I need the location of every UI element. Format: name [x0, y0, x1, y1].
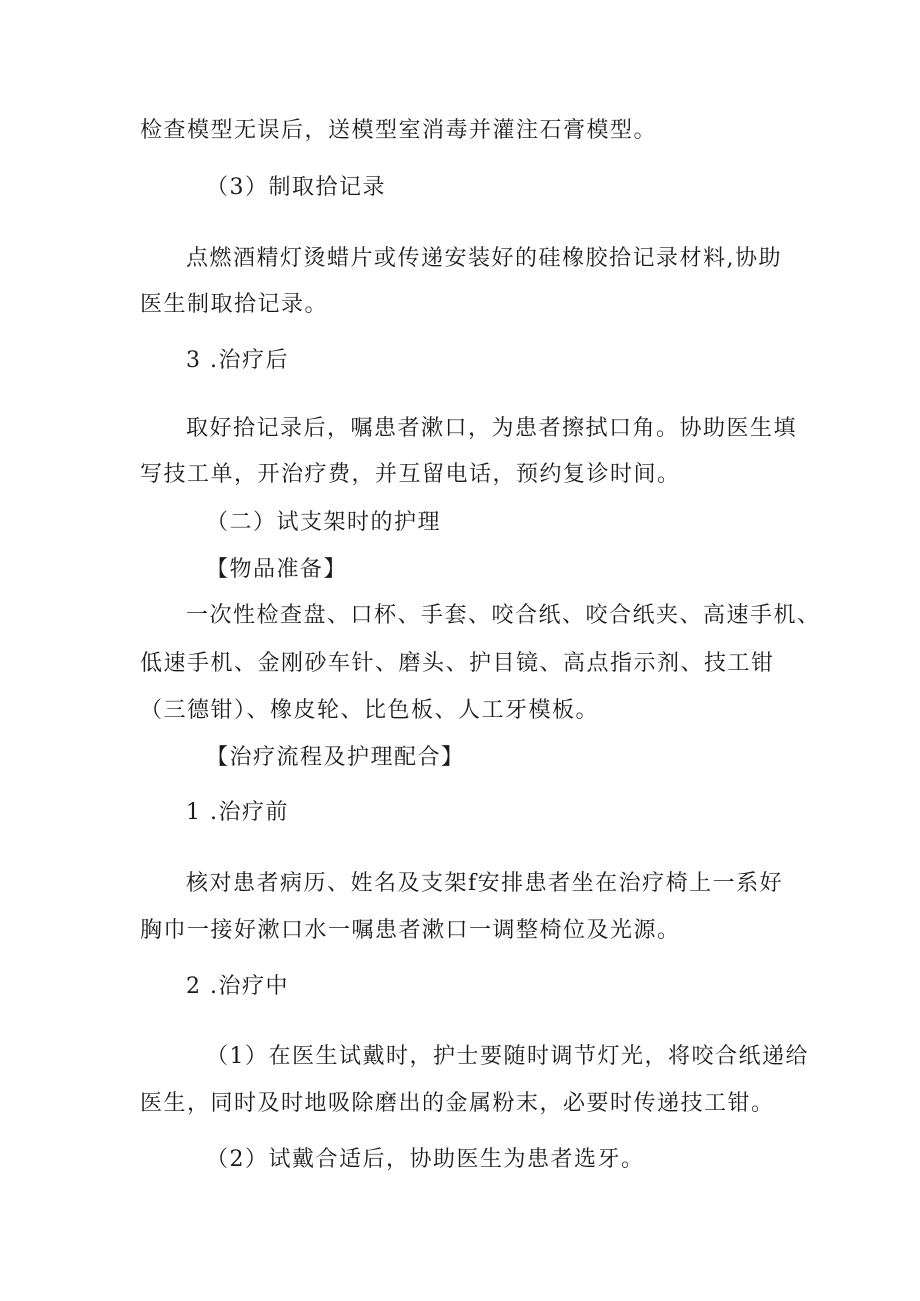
text-line-after-record: 取好拾记录后，嘱患者漱口，为患者擦拭口角。协助医生填 — [186, 416, 798, 441]
text-line-alcohol-lamp: 点燃酒精灯烫蜡片或传递安装好的硅橡胶拾记录材料,协助 — [186, 246, 782, 271]
text-line-trial-fit: （1）在医生试戴时，护士要随时调节灯光，将咬合纸递给 — [206, 1044, 809, 1069]
text-line-items-3: （三德钳）、橡皮轮、比色板、人工牙模板。 — [140, 698, 600, 723]
heading-treatment-process: 【治疗流程及护理配合】 — [206, 745, 465, 770]
heading-item-preparation: 【物品准备】 — [206, 557, 348, 582]
text-line-assist-doctor: 医生制取拾记录。 — [140, 292, 329, 317]
subheading-bite-record: （3）制取拾记录 — [206, 175, 386, 200]
text-line-items-1: 一次性检查盘、口杯、手套、咬合纸、咬合纸夹、高速手机、 — [186, 603, 821, 628]
text-line-items-2: 低速手机、金刚砂车针、磨头、护目镜、高点指示剂、技工钳 — [140, 651, 775, 676]
text-line-bib-rinse: 胸巾一接好漱口水一嘱患者漱口一调整椅位及光源。 — [140, 918, 681, 943]
text-line-tech-sheet: 写技工单，开治疗费，并互留电话，预约复诊时间。 — [140, 462, 681, 487]
heading-after-treatment: 3 .治疗后 — [186, 348, 289, 373]
text-line-select-teeth: （2）试戴合适后，协助医生为患者选牙。 — [206, 1147, 645, 1172]
heading-before-treatment: 1 .治疗前 — [186, 800, 289, 825]
text-line-metal-powder: 医生，同时及时地吸除磨出的金属粉末，必要时传递技工钳。 — [140, 1091, 775, 1116]
section-heading-trial-framework: （二）试支架时的护理 — [206, 510, 442, 535]
heading-during-treatment: 2 .治疗中 — [186, 974, 289, 999]
text-line-model-check: 检查模型无误后，送模型室消毒并灌注石膏模型。 — [140, 118, 658, 143]
text-line-verify-patient: 核对患者病历、姓名及支架f安排患者坐在治疗椅上一系好 — [186, 871, 784, 896]
